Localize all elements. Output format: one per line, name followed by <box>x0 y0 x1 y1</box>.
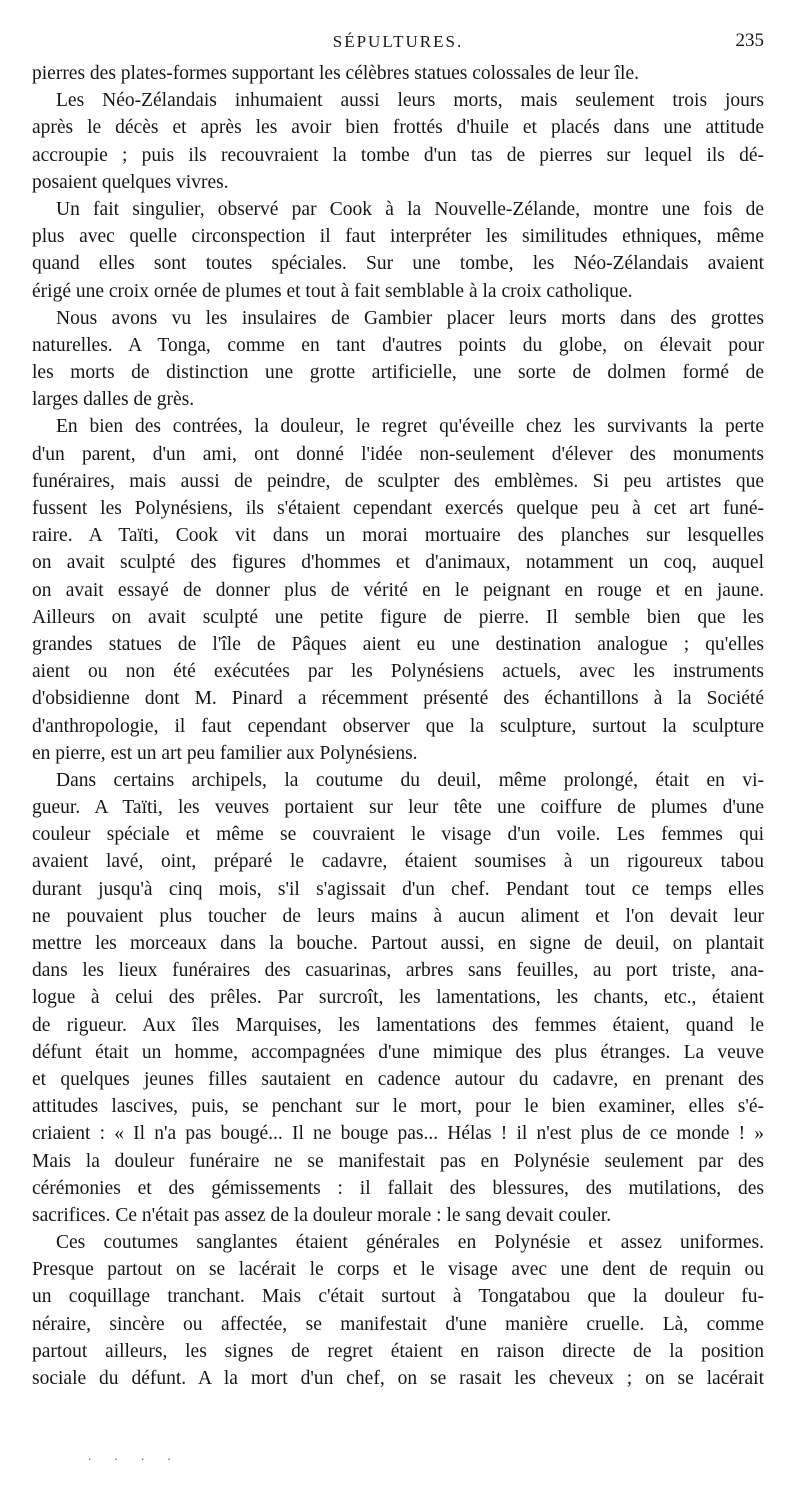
text-line: sociale du défunt. A la mort d'un chef, on se rasait les cheveux ; on se lacérait <box>32 1368 764 1389</box>
text-line: criaient : « Il n'a pas bougé... Il ne bouge pas... Hélas ! il n'est plus de ce monde ! » <box>32 1123 764 1145</box>
text-line: Un fait singulier, observé par Cook à la Nouvelle-Zélande, montre une fois de <box>56 198 764 220</box>
text-line: naturelles. A Tonga, comme en tant d'autres points du globe, on élevait pour <box>32 334 764 356</box>
text-line: quand elles sont toutes spéciales. Sur une tombe, les Néo-Zélandais avaient <box>32 253 764 275</box>
text-line: de rigueur. Aux îles Marquises, les lamentations des femmes étaient, quand le <box>32 1014 764 1036</box>
text-line: plus avec quelle circonspection il faut interpréter les similitudes ethniques, même <box>32 226 764 248</box>
text-line: Ces coutumes sanglantes étaient générales en Polynésie et assez uniformes. <box>56 1232 764 1254</box>
page-header <box>32 30 764 58</box>
text-line: en pierre, est un art peu familier aux Polynésiens. <box>32 742 418 764</box>
text-line: les morts de distinction une grotte artificielle, une sorte de dolmen formé de <box>32 362 764 384</box>
text-line: Dans certains archipels, la coutume du deuil, même prolongé, était en vi- <box>56 769 764 791</box>
text-line: Ailleurs on avait sculpté une petite figure de pierre. Il semble bien que les <box>32 606 764 628</box>
running-title: SÉPULTURES. <box>332 32 464 51</box>
text-line: funéraires, mais aussi de peindre, de sculpter des emblèmes. Si peu artistes que <box>32 470 764 492</box>
text-line: mettre les morceaux dans la bouche. Partout aussi, en signe de deuil, on plantait <box>32 933 764 954</box>
body-text <box>32 60 764 1392</box>
text-line: couleur spéciale et même se couvraient le visage d'un voile. Les femmes qui <box>32 824 764 846</box>
text-line: raire. A Taïti, Cook vit dans un morai mortuaire des planches sur lesquelles <box>32 525 764 547</box>
text-line: sacrifices. Ce n'était pas assez de la douleur morale : le sang devait couler. <box>32 1204 612 1226</box>
text-line: un coquillage tranchant. Mais c'était surtout à Tongatabou que la douleur fu- <box>32 1286 764 1308</box>
text-line: d'un parent, d'un ami, ont donné l'idée non-seulement d'élever des monuments <box>32 443 764 465</box>
text-line: on avait sculpté des figures d'hommes et d'animaux, notamment un coq, auquel <box>32 552 764 574</box>
text-line: partout ailleurs, les signes de regret étaient en raison directe de la position <box>32 1340 764 1362</box>
text-line: Mais la douleur funéraire ne se manifestait pas en Polynésie seulement par des <box>32 1150 764 1172</box>
text-line: néraire, sincère ou affectée, se manifestait d'une manière cruelle. Là, comme <box>32 1313 764 1335</box>
text-line: Nous avons vu les insulaires de Gambier placer leurs morts dans des grottes <box>56 307 764 329</box>
text-line: attitudes lascives, puis, se penchant sur le mort, pour le bien examiner, elles s'é- <box>32 1096 764 1118</box>
text-line: logue à celui des prêles. Par surcroît, les lamentations, les chants, etc., étaient <box>32 987 764 1009</box>
text-line: durant jusqu'à cinq mois, s'il s'agissait d'un chef. Pendant tout ce temps elles <box>32 878 764 900</box>
text-line: larges dalles de grès. <box>32 389 195 411</box>
text-line: érigé une croix ornée de plumes et tout à fait semblable à la croix catholique. <box>32 280 633 302</box>
footer-marks: . . . . <box>88 1448 181 1463</box>
text-line: défunt était un homme, accompagnées d'une mimique des plus étranges. La veuve <box>32 1041 764 1063</box>
text-line: gueur. A Taïti, les veuves portaient sur leur tête une coiffure de plumes d'une <box>32 797 764 819</box>
text-line: d'anthropologie, il faut cependant observer que la sculpture, surtout la sculpture <box>32 715 764 737</box>
text-line: Les Néo-Zélandais inhumaient aussi leurs morts, mais seulement trois jours <box>56 90 764 112</box>
text-line: et quelques jeunes filles sautaient en cadence autour du cadavre, en prenant des <box>32 1068 764 1090</box>
text-line: dans les lieux funéraires des casuarinas, arbres sans feuilles, au port triste, ana- <box>32 960 764 982</box>
text-line: ne pouvaient plus toucher de leurs mains à aucun aliment et l'on devait leur <box>32 905 764 927</box>
text-line: on avait essayé de donner plus de vérité en le peignant en rouge et en jaune. <box>32 579 764 601</box>
text-line: après le décès et après les avoir bien frottés d'huile et placés dans une attitude <box>32 117 764 139</box>
text-line: aient ou non été exécutées par les Polynésiens actuels, avec les instruments <box>32 661 764 683</box>
text-line: d'obsidienne dont M. Pinard a récemment présenté des échantillons à la Société <box>32 688 764 710</box>
text-line: En bien des contrées, la douleur, le regret qu'éveille chez les survivants la perte <box>56 416 764 438</box>
text-line: accroupie ; puis ils recouvraient la tombe d'un tas de pierres sur lequel ils dé- <box>32 144 764 166</box>
page-number: 235 <box>735 30 764 51</box>
text-line: posaient quelques vivres. <box>32 171 229 193</box>
text-line: fussent les Polynésiens, ils s'étaient cependant exercés quelque peu à cet art funé- <box>32 498 764 519</box>
text-line: Presque partout on se lacérait le corps et le visage avec une dent de requin ou <box>32 1259 764 1281</box>
text-line: cérémonies et des gémissements : il fallait des blessures, des mutilations, des <box>32 1177 764 1199</box>
text-line: pierres des plates-formes supportant les célèbres statues colossales de leur île. <box>32 63 640 84</box>
text-line: grandes statues de l'île de Pâques aient eu une destination analogue ; qu'elles <box>32 633 764 655</box>
text-line: avaient lavé, oint, préparé le cadavre, étaient soumises à un rigoureux tabou <box>32 851 764 873</box>
